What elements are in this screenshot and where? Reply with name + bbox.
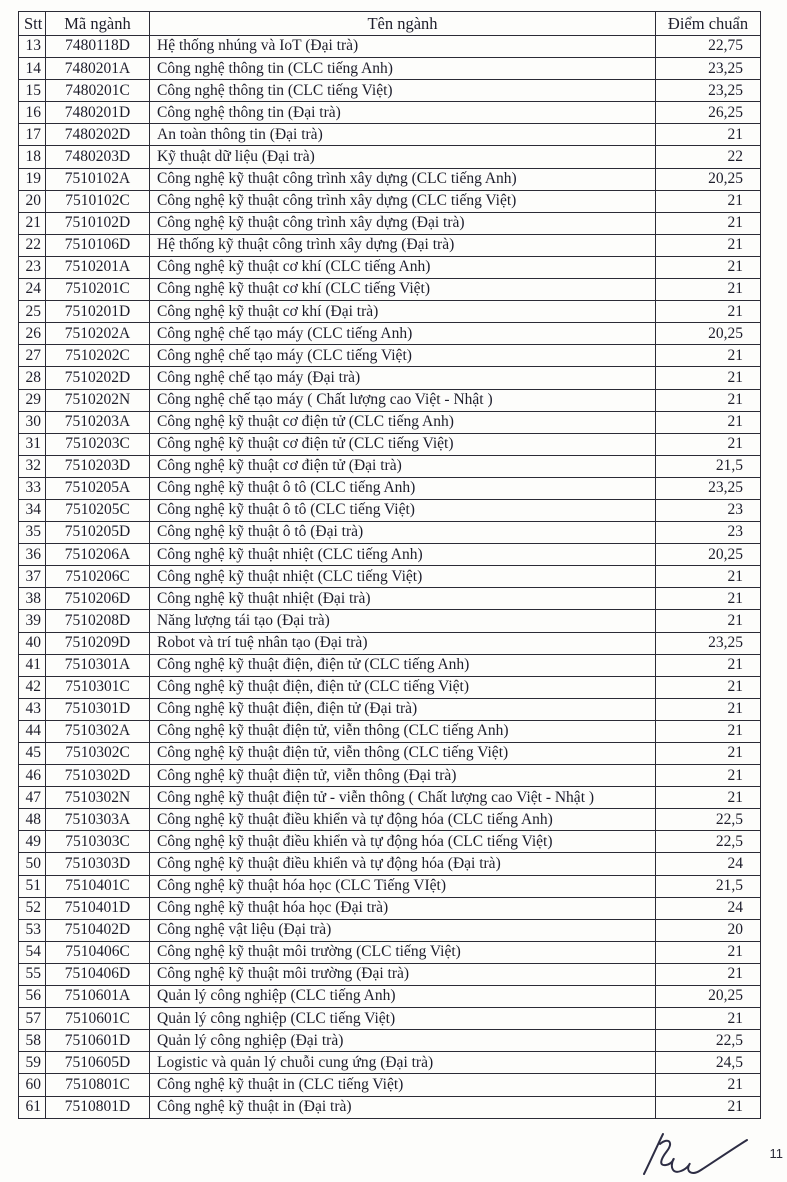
row-stt: 26 <box>19 323 46 345</box>
row-major-code: 7510206A <box>46 544 150 566</box>
row-benchmark-score: 21 <box>656 588 761 610</box>
table-row <box>19 367 761 389</box>
row-stt: 55 <box>19 963 46 985</box>
row-benchmark-score: 21 <box>656 345 761 367</box>
row-stt: 33 <box>19 477 46 499</box>
row-major-name: Robot và trí tuệ nhân tạo (Đại trà) <box>150 632 656 654</box>
table-row <box>19 831 761 853</box>
row-major-code: 7510601C <box>46 1008 150 1030</box>
table-row <box>19 1074 761 1096</box>
table-row <box>19 433 761 455</box>
table-row <box>19 279 761 301</box>
row-stt: 57 <box>19 1008 46 1030</box>
row-major-name: Năng lượng tái tạo (Đại trà) <box>150 610 656 632</box>
row-stt: 54 <box>19 941 46 963</box>
row-major-code: 7510201A <box>46 256 150 278</box>
row-major-code: 7510302A <box>46 720 150 742</box>
row-stt: 58 <box>19 1030 46 1052</box>
row-benchmark-score: 24 <box>656 897 761 919</box>
row-stt: 42 <box>19 676 46 698</box>
table-row <box>19 698 761 720</box>
table-row <box>19 787 761 809</box>
row-benchmark-score: 21 <box>656 963 761 985</box>
row-stt: 17 <box>19 124 46 146</box>
row-stt: 50 <box>19 853 46 875</box>
row-stt: 44 <box>19 720 46 742</box>
table-row <box>19 632 761 654</box>
row-stt: 48 <box>19 809 46 831</box>
row-major-code: 7510302D <box>46 765 150 787</box>
row-major-name: Công nghệ kỹ thuật điện, điện tử (CLC tiếng Anh) <box>150 654 656 676</box>
row-benchmark-score: 23 <box>656 522 761 544</box>
row-benchmark-score: 21,5 <box>656 875 761 897</box>
table-row <box>19 1096 761 1118</box>
row-benchmark-score: 21 <box>656 654 761 676</box>
table-row <box>19 36 761 58</box>
signature-block <box>635 1128 785 1182</box>
row-benchmark-score: 21 <box>656 367 761 389</box>
row-major-name: Công nghệ kỹ thuật nhiệt (CLC tiếng Anh) <box>150 544 656 566</box>
row-major-name: Công nghệ kỹ thuật điện, điện tử (Đại trà) <box>150 698 656 720</box>
table-row <box>19 499 761 521</box>
row-stt: 40 <box>19 632 46 654</box>
row-stt: 22 <box>19 234 46 256</box>
row-stt: 38 <box>19 588 46 610</box>
row-benchmark-score: 23 <box>656 499 761 521</box>
table-row <box>19 58 761 80</box>
row-major-name: Công nghệ kỹ thuật công trình xây dựng (CLC tiếng Anh) <box>150 168 656 190</box>
row-major-name: Công nghệ kỹ thuật công trình xây dựng (Đại trà) <box>150 212 656 234</box>
table-row <box>19 234 761 256</box>
row-benchmark-score: 21 <box>656 787 761 809</box>
header-stt: Stt <box>19 12 46 36</box>
table-row <box>19 1008 761 1030</box>
row-major-name: Công nghệ kỹ thuật điều khiển và tự động hóa (CLC tiếng Việt) <box>150 831 656 853</box>
row-major-code: 7510605D <box>46 1052 150 1074</box>
row-stt: 21 <box>19 212 46 234</box>
row-benchmark-score: 23,25 <box>656 80 761 102</box>
row-major-code: 7480202D <box>46 124 150 146</box>
row-stt: 47 <box>19 787 46 809</box>
row-major-code: 7510205C <box>46 499 150 521</box>
row-stt: 43 <box>19 698 46 720</box>
table-row <box>19 654 761 676</box>
row-major-name: Logistic và quản lý chuỗi cung ứng (Đại trà) <box>150 1052 656 1074</box>
row-stt: 37 <box>19 566 46 588</box>
table-row <box>19 455 761 477</box>
table-row <box>19 809 761 831</box>
row-benchmark-score: 20,25 <box>656 323 761 345</box>
row-benchmark-score: 21 <box>656 1008 761 1030</box>
row-major-code: 7510102C <box>46 190 150 212</box>
row-major-code: 7510201D <box>46 301 150 323</box>
row-benchmark-score: 21 <box>656 212 761 234</box>
row-major-code: 7510302C <box>46 743 150 765</box>
row-major-name: Hệ thống kỹ thuật công trình xây dựng (Đại trà) <box>150 234 656 256</box>
table-row <box>19 124 761 146</box>
table-row <box>19 941 761 963</box>
page-number: 11 <box>769 1146 783 1161</box>
row-major-code: 7510302N <box>46 787 150 809</box>
table-row <box>19 963 761 985</box>
row-major-code: 7510301A <box>46 654 150 676</box>
row-major-code: 7510203C <box>46 433 150 455</box>
row-stt: 41 <box>19 654 46 676</box>
table-row <box>19 919 761 941</box>
row-stt: 28 <box>19 367 46 389</box>
row-major-code: 7510206C <box>46 566 150 588</box>
row-stt: 14 <box>19 58 46 80</box>
row-major-code: 7510102D <box>46 212 150 234</box>
row-major-name: Công nghệ kỹ thuật nhiệt (CLC tiếng Việt) <box>150 566 656 588</box>
row-major-name: Quản lý công nghiệp (CLC tiếng Việt) <box>150 1008 656 1030</box>
row-stt: 24 <box>19 279 46 301</box>
row-stt: 34 <box>19 499 46 521</box>
row-major-name: Công nghệ kỹ thuật điện tử - viễn thông ( Chất lượng cao Việt - Nhật ) <box>150 787 656 809</box>
table-row <box>19 1052 761 1074</box>
row-stt: 16 <box>19 102 46 124</box>
row-major-name: Công nghệ thông tin (Đại trà) <box>150 102 656 124</box>
row-major-name: Công nghệ chế tạo máy (CLC tiếng Việt) <box>150 345 656 367</box>
table-row <box>19 720 761 742</box>
row-benchmark-score: 21 <box>656 765 761 787</box>
row-stt: 30 <box>19 411 46 433</box>
row-major-name: Công nghệ kỹ thuật in (Đại trà) <box>150 1096 656 1118</box>
row-major-code: 7510406C <box>46 941 150 963</box>
table-body <box>19 36 761 1119</box>
row-stt: 56 <box>19 986 46 1008</box>
row-stt: 52 <box>19 897 46 919</box>
header-major-name: Tên ngành <box>150 12 656 36</box>
row-major-name: Công nghệ kỹ thuật điều khiển và tự động hóa (Đại trà) <box>150 853 656 875</box>
row-major-code: 7510205A <box>46 477 150 499</box>
row-stt: 23 <box>19 256 46 278</box>
table-row <box>19 875 761 897</box>
row-major-name: Công nghệ kỹ thuật cơ khí (CLC tiếng Việt) <box>150 279 656 301</box>
table-row <box>19 102 761 124</box>
table-header <box>19 12 761 36</box>
row-benchmark-score: 22,75 <box>656 36 761 58</box>
row-stt: 53 <box>19 919 46 941</box>
row-major-name: Công nghệ kỹ thuật nhiệt (Đại trà) <box>150 588 656 610</box>
row-major-name: An toàn thông tin (Đại trà) <box>150 124 656 146</box>
row-benchmark-score: 21 <box>656 720 761 742</box>
row-major-code: 7510202N <box>46 389 150 411</box>
row-benchmark-score: 21 <box>656 676 761 698</box>
table-row <box>19 986 761 1008</box>
row-major-name: Công nghệ kỹ thuật cơ điện tử (CLC tiếng Anh) <box>150 411 656 433</box>
row-major-name: Quản lý công nghiệp (Đại trà) <box>150 1030 656 1052</box>
row-major-name: Công nghệ vật liệu (Đại trà) <box>150 919 656 941</box>
row-major-name: Công nghệ kỹ thuật cơ điện tử (Đại trà) <box>150 455 656 477</box>
row-major-name: Công nghệ thông tin (CLC tiếng Việt) <box>150 80 656 102</box>
table-row <box>19 345 761 367</box>
row-benchmark-score: 22,5 <box>656 1030 761 1052</box>
table-row <box>19 168 761 190</box>
row-major-code: 7510601D <box>46 1030 150 1052</box>
row-major-code: 7510303D <box>46 853 150 875</box>
row-major-name: Công nghệ thông tin (CLC tiếng Anh) <box>150 58 656 80</box>
header-benchmark-score: Điểm chuẩn <box>656 12 761 36</box>
row-major-name: Công nghệ kỹ thuật ô tô (Đại trà) <box>150 522 656 544</box>
row-major-code: 7510801D <box>46 1096 150 1118</box>
row-benchmark-score: 24 <box>656 853 761 875</box>
row-major-name: Quản lý công nghiệp (CLC tiếng Anh) <box>150 986 656 1008</box>
row-benchmark-score: 21,5 <box>656 455 761 477</box>
row-major-code: 7510202D <box>46 367 150 389</box>
row-major-code: 7510401D <box>46 897 150 919</box>
table-row <box>19 80 761 102</box>
row-benchmark-score: 21 <box>656 234 761 256</box>
row-major-name: Kỹ thuật dữ liệu (Đại trà) <box>150 146 656 168</box>
row-benchmark-score: 21 <box>656 941 761 963</box>
row-major-name: Công nghệ kỹ thuật hóa học (CLC Tiếng VIệt) <box>150 875 656 897</box>
row-major-name: Công nghệ chế tạo máy (CLC tiếng Anh) <box>150 323 656 345</box>
row-stt: 27 <box>19 345 46 367</box>
row-benchmark-score: 24,5 <box>656 1052 761 1074</box>
row-stt: 25 <box>19 301 46 323</box>
admission-scores-table <box>18 11 761 1119</box>
table-row <box>19 411 761 433</box>
row-stt: 32 <box>19 455 46 477</box>
row-major-code: 7480201D <box>46 102 150 124</box>
row-benchmark-score: 23,25 <box>656 632 761 654</box>
row-major-code: 7510303C <box>46 831 150 853</box>
header-row <box>19 12 761 36</box>
table-row <box>19 610 761 632</box>
row-benchmark-score: 22 <box>656 146 761 168</box>
row-major-code: 7510201C <box>46 279 150 301</box>
row-benchmark-score: 22,5 <box>656 831 761 853</box>
row-major-code: 7510402D <box>46 919 150 941</box>
table-row <box>19 743 761 765</box>
row-stt: 29 <box>19 389 46 411</box>
row-major-name: Công nghệ chế tạo máy (Đại trà) <box>150 367 656 389</box>
row-stt: 18 <box>19 146 46 168</box>
row-major-name: Công nghệ kỹ thuật cơ khí (Đại trà) <box>150 301 656 323</box>
table-row <box>19 544 761 566</box>
row-major-name: Công nghệ kỹ thuật cơ khí (CLC tiếng Anh) <box>150 256 656 278</box>
table-row <box>19 301 761 323</box>
row-benchmark-score: 21 <box>656 610 761 632</box>
row-benchmark-score: 23,25 <box>656 58 761 80</box>
row-benchmark-score: 21 <box>656 389 761 411</box>
row-major-name: Công nghệ kỹ thuật điều khiển và tự động hóa (CLC tiếng Anh) <box>150 809 656 831</box>
row-stt: 19 <box>19 168 46 190</box>
table-row <box>19 146 761 168</box>
row-benchmark-score: 22,5 <box>656 809 761 831</box>
row-benchmark-score: 21 <box>656 1074 761 1096</box>
row-major-name: Công nghệ kỹ thuật điện tử, viễn thông (CLC tiếng Việt) <box>150 743 656 765</box>
table-row <box>19 477 761 499</box>
row-benchmark-score: 21 <box>656 743 761 765</box>
row-major-code: 7510209D <box>46 632 150 654</box>
row-major-code: 7510301D <box>46 698 150 720</box>
row-major-name: Công nghệ kỹ thuật điện tử, viễn thông (CLC tiếng Anh) <box>150 720 656 742</box>
row-benchmark-score: 21 <box>656 698 761 720</box>
row-major-name: Công nghệ kỹ thuật môi trường (CLC tiếng Việt) <box>150 941 656 963</box>
row-major-code: 7510202C <box>46 345 150 367</box>
table-row <box>19 566 761 588</box>
row-benchmark-score: 21 <box>656 279 761 301</box>
row-major-code: 7510106D <box>46 234 150 256</box>
table-row <box>19 212 761 234</box>
row-stt: 46 <box>19 765 46 787</box>
table-row <box>19 676 761 698</box>
row-major-code: 7510301C <box>46 676 150 698</box>
row-benchmark-score: 21 <box>656 433 761 455</box>
table-row <box>19 389 761 411</box>
row-stt: 49 <box>19 831 46 853</box>
row-benchmark-score: 20,25 <box>656 544 761 566</box>
row-major-code: 7510202A <box>46 323 150 345</box>
row-benchmark-score: 21 <box>656 1096 761 1118</box>
signature-icon <box>635 1128 765 1182</box>
row-stt: 36 <box>19 544 46 566</box>
row-major-code: 7510303A <box>46 809 150 831</box>
row-major-code: 7510102A <box>46 168 150 190</box>
row-benchmark-score: 20,25 <box>656 986 761 1008</box>
row-benchmark-score: 23,25 <box>656 477 761 499</box>
row-major-name: Công nghệ kỹ thuật môi trường (Đại trà) <box>150 963 656 985</box>
row-major-name: Công nghệ kỹ thuật công trình xây dựng (CLC tiếng Việt) <box>150 190 656 212</box>
row-stt: 59 <box>19 1052 46 1074</box>
row-major-code: 7510208D <box>46 610 150 632</box>
row-major-name: Công nghệ kỹ thuật ô tô (CLC tiếng Anh) <box>150 477 656 499</box>
row-major-code: 7480201A <box>46 58 150 80</box>
row-major-code: 7480203D <box>46 146 150 168</box>
row-benchmark-score: 21 <box>656 566 761 588</box>
header-major-code: Mã ngành <box>46 12 150 36</box>
row-major-name: Công nghệ kỹ thuật hóa học (Đại trà) <box>150 897 656 919</box>
row-major-name: Hệ thống nhúng và IoT (Đại trà) <box>150 36 656 58</box>
row-benchmark-score: 26,25 <box>656 102 761 124</box>
row-major-name: Công nghệ kỹ thuật cơ điện tử (CLC tiếng Việt) <box>150 433 656 455</box>
row-stt: 31 <box>19 433 46 455</box>
row-major-code: 7510601A <box>46 986 150 1008</box>
row-stt: 60 <box>19 1074 46 1096</box>
table-row <box>19 256 761 278</box>
row-major-code: 7510801C <box>46 1074 150 1096</box>
table-row <box>19 323 761 345</box>
table-row <box>19 588 761 610</box>
row-major-code: 7510203A <box>46 411 150 433</box>
row-major-name: Công nghệ kỹ thuật điện, điện tử (CLC tiếng Việt) <box>150 676 656 698</box>
row-major-code: 7510203D <box>46 455 150 477</box>
row-stt: 13 <box>19 36 46 58</box>
row-major-name: Công nghệ chế tạo máy ( Chất lượng cao Việt - Nhật ) <box>150 389 656 411</box>
row-benchmark-score: 21 <box>656 190 761 212</box>
row-benchmark-score: 21 <box>656 411 761 433</box>
row-stt: 20 <box>19 190 46 212</box>
row-stt: 15 <box>19 80 46 102</box>
row-stt: 61 <box>19 1096 46 1118</box>
row-major-name: Công nghệ kỹ thuật điện tử, viễn thông (Đại trà) <box>150 765 656 787</box>
row-major-code: 7510401C <box>46 875 150 897</box>
row-major-name: Công nghệ kỹ thuật ô tô (CLC tiếng Việt) <box>150 499 656 521</box>
row-major-name: Công nghệ kỹ thuật in (CLC tiếng Việt) <box>150 1074 656 1096</box>
row-benchmark-score: 20,25 <box>656 168 761 190</box>
table-row <box>19 853 761 875</box>
row-major-code: 7480201C <box>46 80 150 102</box>
row-stt: 35 <box>19 522 46 544</box>
row-major-code: 7510205D <box>46 522 150 544</box>
table-row <box>19 190 761 212</box>
table-row <box>19 897 761 919</box>
row-major-code: 7480118D <box>46 36 150 58</box>
table-row <box>19 765 761 787</box>
row-stt: 45 <box>19 743 46 765</box>
row-major-code: 7510406D <box>46 963 150 985</box>
row-major-code: 7510206D <box>46 588 150 610</box>
row-benchmark-score: 21 <box>656 301 761 323</box>
row-stt: 39 <box>19 610 46 632</box>
row-stt: 51 <box>19 875 46 897</box>
row-benchmark-score: 21 <box>656 124 761 146</box>
row-benchmark-score: 20 <box>656 919 761 941</box>
row-benchmark-score: 21 <box>656 256 761 278</box>
table-row <box>19 1030 761 1052</box>
table-row <box>19 522 761 544</box>
